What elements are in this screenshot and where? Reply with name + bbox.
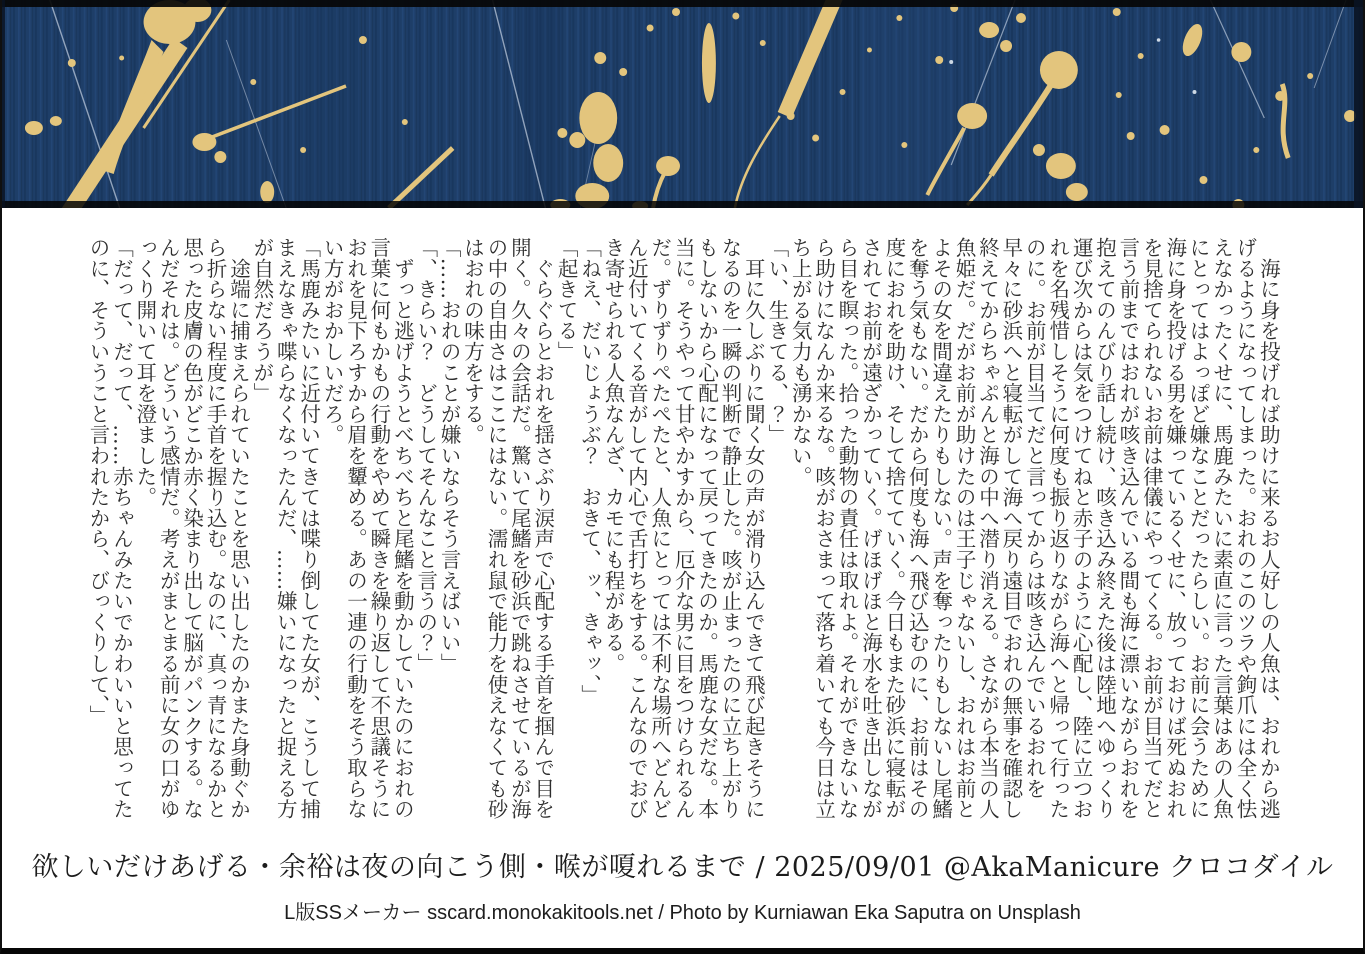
story-paragraph: 途端に捕まえられていたことを思い出したのかまた身動ぐから折らない程度に手首を握り込む。なのに、真っ青になるかと思った皮膚の色がどこか赤く染まり出して脳がパンクする。なんだそれは。どういう感情だ。考えがまとまる前に女の口がゆっくり開いて耳を澄ました。 [132,237,251,820]
story-paragraph: 「、きらい？ どうしてそんなこと言うの？」 [413,237,438,674]
story-paragraph: 「起きてる」 [554,237,579,362]
credit-line: L版SSメーカー sscard.monokakitools.net / Photo by Kurniawan Eka Saputra on Unsplash [284,902,1081,924]
story-paragraph: 「い、生きてる、？」 [764,237,789,445]
story-paragraph: 「だって、だって、……赤ちゃんみたいでかわいいと思ってたのに、そういうこと言われたから、びっくりして、」 [86,237,134,820]
story-text [86,237,1280,821]
story-paragraph: 「馬鹿みたいに近付いてきては喋り倒してた女が、こうして捕まえなきゃ喋らなくなったんだ、……嫌いになったと捉える方が自然だろうが」 [249,237,321,820]
story-paragraph: ずっと逃げようとべちべちと尾鰭を動かしていたのにおれの言葉に何もかもの行動をやめて瞬きを繰り返して不思議そうにおれを見下ろすから眉を顰める。あの一連の行動をそう取らない方がおかしいだろ。 [320,237,415,820]
story-paragraph: 海に身を投げれば助けに来るお人好しの人魚は、おれから逃げるようになってしまった。おれのこのツラや鉤爪には全く怯えなかったくせに、馬鹿みたいに素直に言った言葉はあの人魚にとってはよっぽど嫌なことだったらしい。お前に会うために海に身を投げる男を嫌っているくせに、放っておけば死ぬおれを見捨てられないお前は律儀にやってくる。お前が目当てだと言う前まではおれが咳き込んでいる間も海に漂いながらおれを抱えてのんびり話し続け、咳き込み終えた後は陸地へゆっくり運び次からは気をつけてねと赤子のように心配し、陸に立つおれを名残惜しそうに何度も振り返りながら海へと帰って行ったのに。お前が目当てだと言ってからは咳き込んでいるおれを早々に砂浜へと寝転がして海へ戻り遠目でおれの無事を確認し終えてからちゃぷんと海の中へ潜り消える。さながら本当の人魚姫だ。だがお前が助けたのは王子じゃないし、おれはお前とよその女を間違えたりもしない。声を奪ったりもしないし尾鰭を奪う気もない。だから何度も海へ飛び込むのに、お前はその度におれを助け、そして捨てていく。今日もまた砂浜に寝転がされてお前が遠ざかっていく。げほげほと海水を吐き出しながら目を瞑った。拾った動物の責任は取れよ。それができないなら助けになんか来るな。咳がおさまって落ち着いても今日は立ち上がる気力も湧かない。 [788,237,1281,820]
story-text-area [2,237,1363,821]
story-paragraph: 「……おれのことが嫌いならそう言えばいい」 [437,237,462,674]
story-paragraph: ぐらぐらとおれを揺さぶり涙声で心配する手首を掴んで目を開く。久々の会話だ。驚いて尾鰭を砂浜で跳ねさせているが海の中の自由さはここにはない。濡れ鼠で能力を使えなくても砂はおれの味方をする。 [460,237,555,820]
story-paragraph: 耳に久しぶりに聞く女の声が滑り込んできて飛び起きそうになるのを一瞬の判断で静止した。咳が止まったのに立ち上がりもしないから心配になって戻ってきたのか。馬鹿な女だな。本当に。そうやって甘やかすから、厄介な男に目をつけられるんだ。ずりずりぺたぺたと、人魚にとっては不利な場所へどんどん近付いてくる音がして内心で舌打ちをする。こんなのでおびき寄せられる人魚なんざ、カモにも程がある。 [600,237,766,820]
story-paragraph: 「ねえ、だいじょうぶ？ おきて、ッ、きゃッ、」 [577,237,602,706]
header-photo [2,0,1363,208]
story-title-line: 欲しいだけあげる・余裕は夜の向こう側・喉が嗄れるまで / 2025/09/01 @AkaManicure クロコダイル [31,852,1334,883]
